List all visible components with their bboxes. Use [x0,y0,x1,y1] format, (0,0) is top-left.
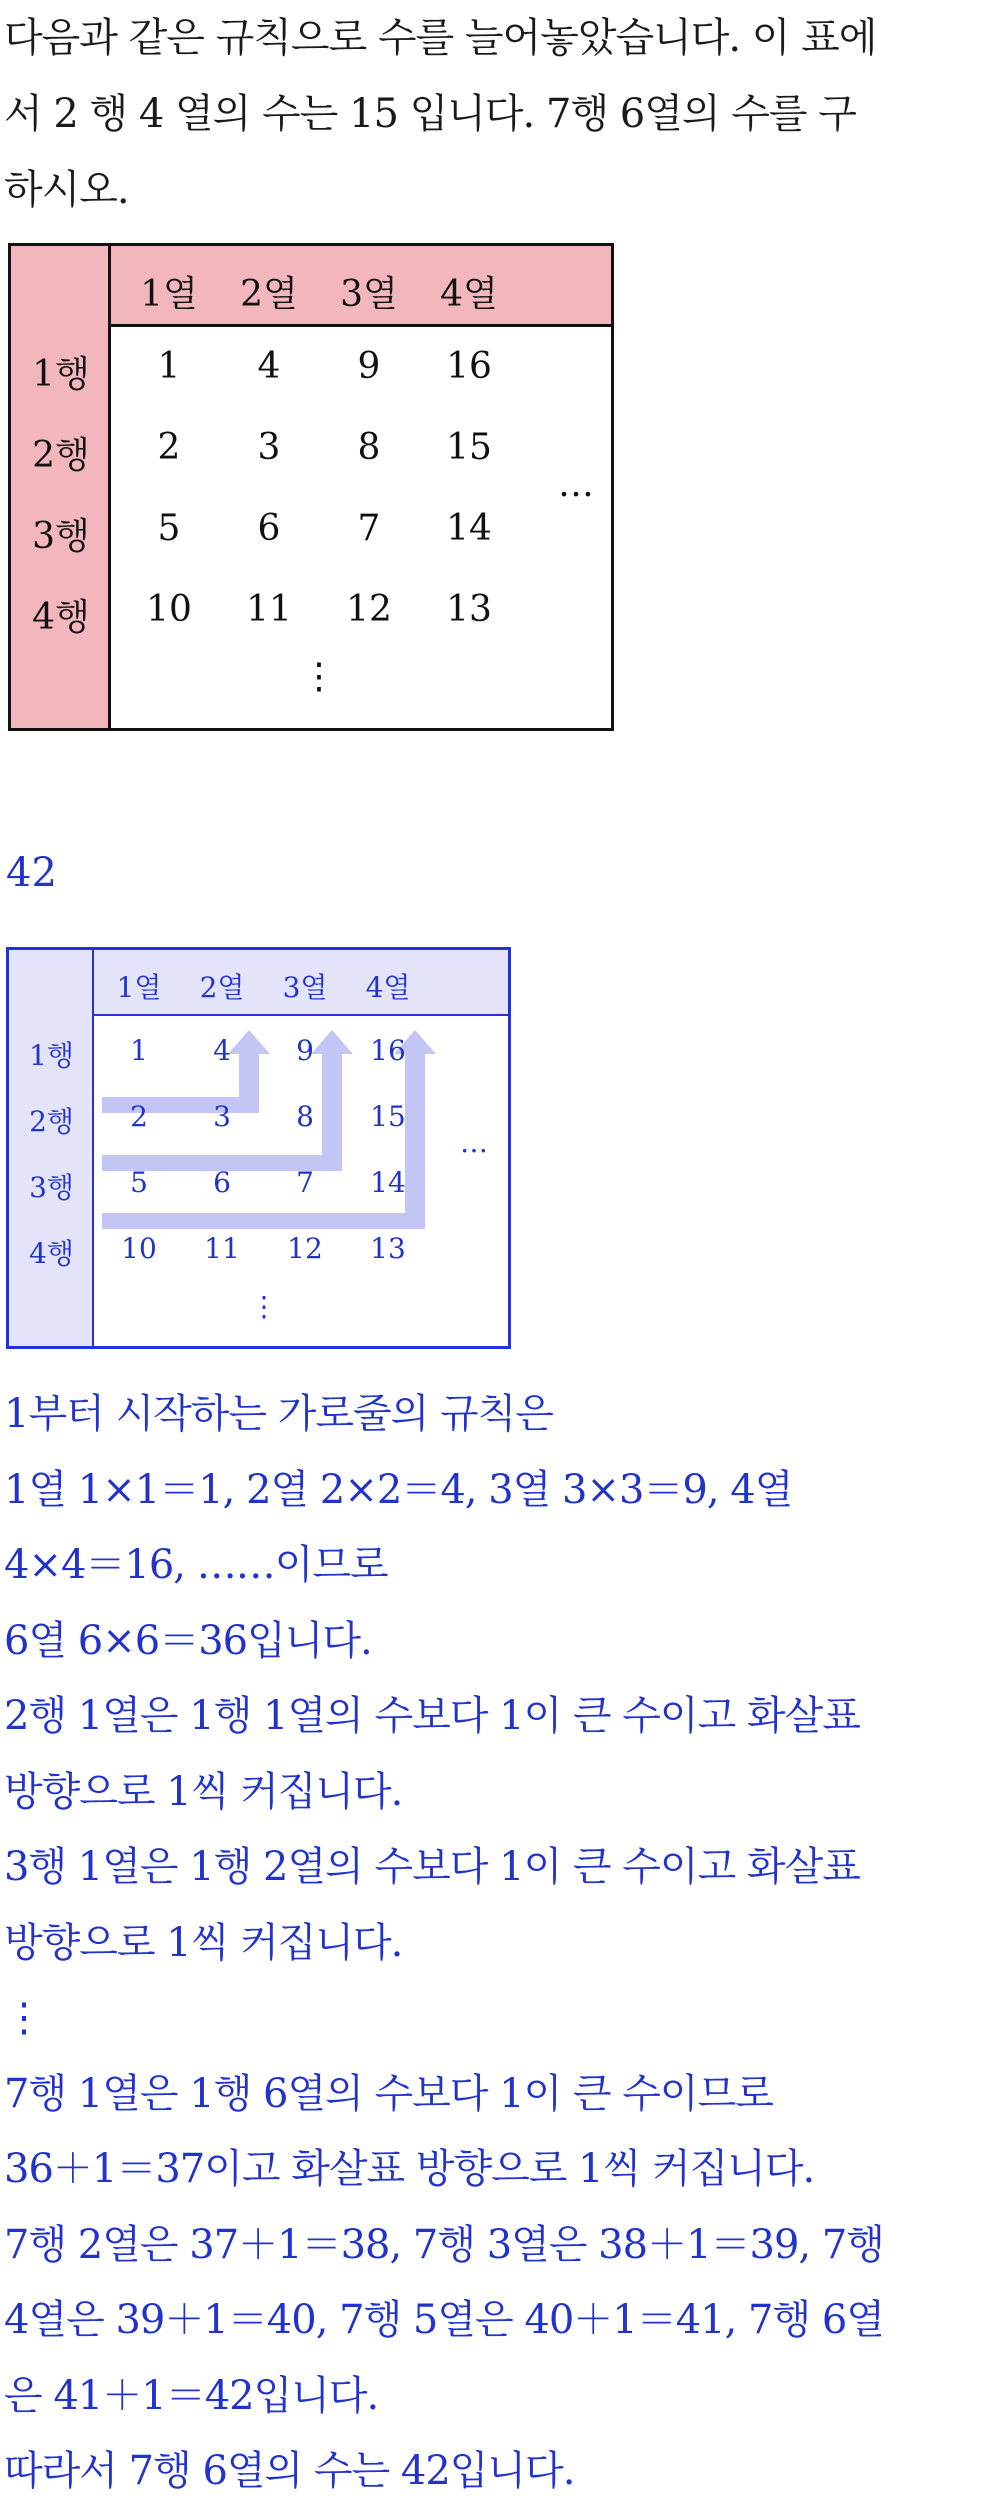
solution-line: 은 41＋1＝42입니다. [4,2372,379,2419]
column-header: 2열 [199,971,245,1004]
table-cell: 8 [357,427,381,468]
table-cell: 15 [370,1100,406,1133]
column-header: 3열 [282,971,328,1004]
solution-line: 7행 1열은 1행 6열의 수보다 1이 큰 수이므로 [4,2070,773,2117]
table-cell: 7 [296,1166,314,1199]
solution-line: 방향으로 1씩 커집니다. [4,1919,403,1966]
row-header: 3행 [29,1171,74,1204]
vertical-ellipsis: ⋮ [301,656,337,697]
solution-line: 따라서 7행 6열의 수는 42입니다. [4,2448,575,2494]
table-cell: 8 [296,1100,314,1133]
table-cell: 15 [446,427,492,468]
answer-table [6,947,511,1349]
vertical-ellipsis: ⋮ [250,1290,278,1323]
solution-line: 6열 6×6＝36입니다. [4,1617,372,1664]
solution-line: 방향으로 1씩 커집니다. [4,1768,403,1815]
table-cell: 5 [157,508,181,549]
table-cell: 1 [157,346,181,387]
horizontal-ellipsis: … [558,464,594,505]
row-header: 4행 [32,597,90,638]
solution-line: 1열 1×1＝1, 2열 2×2＝4, 3열 3×3＝9, 4열 [4,1466,793,1513]
question-line: 하시오. [4,167,129,213]
solution-text [4,1377,989,2510]
table-cell: 7 [357,508,381,549]
solution-line: 4열은 39＋1＝40, 7행 5열은 40＋1＝41, 7행 6열 [4,2297,884,2343]
table-cell: 4 [257,346,281,387]
table-cell: 6 [257,508,281,549]
row-header: 2행 [29,1105,74,1138]
solution-line: 7행 2열은 37＋1＝38, 7행 3열은 38＋1＝39, 7행 [4,2221,884,2268]
table-cell: 10 [146,589,192,630]
table-cell: 2 [130,1100,148,1133]
table-cell: 13 [446,589,492,630]
table-cell: 10 [121,1232,157,1265]
table-cell: 11 [246,589,292,630]
solution-line: 36＋1＝37이고 화살표 방향으로 1씩 커집니다. [4,2146,815,2192]
row-header: 1행 [29,1039,74,1072]
solution-line: 4×4＝16, ……이므로 [4,1542,388,1588]
solution-line: 2행 1열은 1행 1열의 수보다 1이 큰 수이고 화살표 [4,1693,860,1739]
table-cell: 5 [130,1166,148,1199]
question-table [8,243,614,731]
table-cell: 14 [370,1166,406,1199]
question-line: 서 2 행 4 열의 수는 15 입니다. 7행 6열의 수를 구 [4,91,856,137]
table-cell: 4 [213,1034,231,1067]
column-header: 3열 [340,274,398,315]
solution-line: 3행 1열은 1행 2열의 수보다 1이 큰 수이고 화살표 [4,1844,860,1890]
question-line: 다음과 같은 규칙으로 수를 늘어놓았습니다. 이 표에 [4,15,877,61]
row-header: 1행 [32,354,90,395]
table-cell: 16 [370,1034,406,1067]
table-cell: 6 [213,1166,231,1199]
horizontal-ellipsis: … [460,1126,488,1159]
row-header: 3행 [32,516,90,557]
column-header: 1열 [116,971,162,1004]
table-cell: 1 [130,1034,148,1067]
table-cell: 12 [346,589,392,630]
column-header: 2열 [240,274,298,315]
table-cell: 12 [287,1232,323,1265]
table-cell: 2 [157,427,181,468]
table-cell: 9 [296,1034,314,1067]
table-cell: 14 [446,508,492,549]
row-header: 4행 [29,1237,74,1270]
column-header: 4열 [365,971,411,1004]
table-cell: 11 [204,1232,240,1265]
column-header: 1열 [140,274,198,315]
table-cell: 3 [257,427,281,468]
table-row-header-band [11,246,111,728]
question-text [4,0,989,228]
column-header: 4열 [440,274,498,315]
solution-line: ⋮ [4,1995,43,2041]
row-header: 2행 [32,435,90,476]
answer-value: 42 [6,850,57,896]
table-cell: 13 [370,1232,406,1265]
table-cell: 9 [357,346,381,387]
solution-line: 1부터 시작하는 가로줄의 규칙은 [4,1391,553,1437]
table-cell: 16 [446,346,492,387]
table-cell: 3 [213,1100,231,1133]
